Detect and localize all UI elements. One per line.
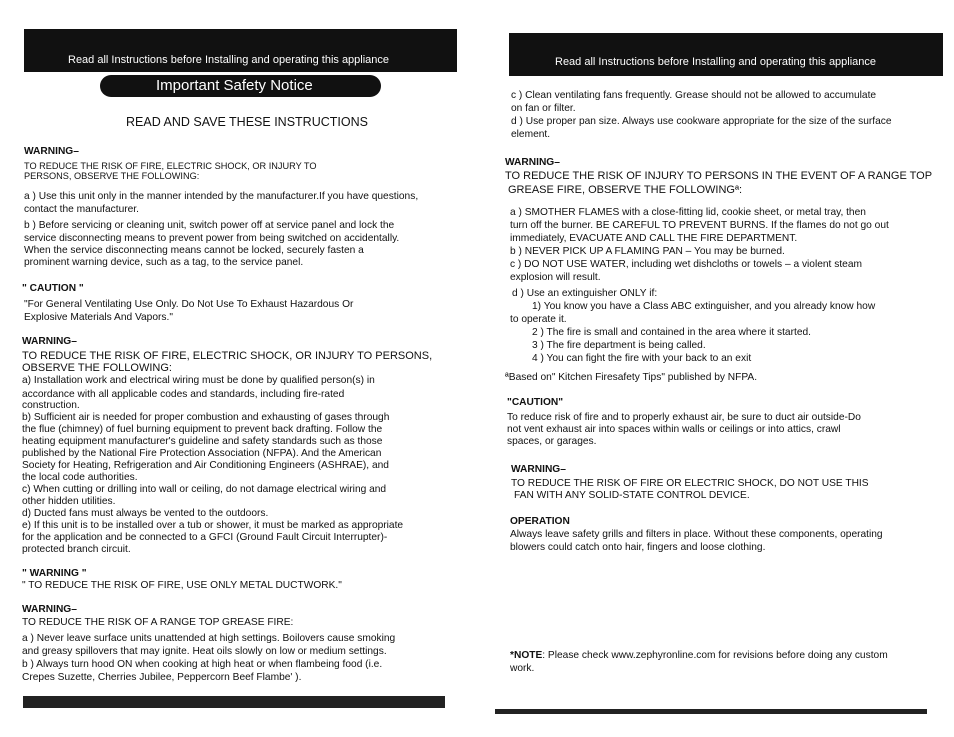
warning-2-line: published by the National Fire Protection Association (NFPA). And the American xyxy=(22,448,382,459)
extinguisher-condition: to operate it. xyxy=(510,314,567,325)
warning-2-line: a) Installation work and electrical wiring must be done by qualified person(s) in xyxy=(22,375,375,386)
caution-line: "For General Ventilating Use Only. Do Not Use To Exhaust Hazardous Or xyxy=(24,299,354,310)
warning-1-line: PERSONS, OBSERVE THE FOLLOWING: xyxy=(24,171,200,181)
warning-5-line: GREASE FIRE, OBSERVE THE FOLLOWINGª: xyxy=(508,184,743,196)
warning-2-line: accordance with all applicable codes and standards, including fire-rated xyxy=(22,389,345,400)
extinguisher-condition: 1) You know you have a Class ABC extinguisher, and you already know how xyxy=(532,301,876,312)
warning-3-line: " TO REDUCE THE RISK OF FIRE, USE ONLY METAL DUCTWORK." xyxy=(22,580,342,591)
fire-item-c-line: explosion will result. xyxy=(510,272,601,283)
safety-notice-badge xyxy=(100,75,381,97)
warning-4-line: b ) Always turn hood ON when cooking at high heat or when flambeing food (i.e. xyxy=(22,659,383,670)
warning-5-heading: WARNING– xyxy=(505,157,560,168)
item-c-line: on fan or filter. xyxy=(511,103,576,114)
caution-2-heading: "CAUTION" xyxy=(507,397,564,408)
warning-2-line: e) If this unit is to be installed over a tub or shower, it must be marked as appropriate xyxy=(22,520,404,531)
warning-2-line: Society for Heating, Refrigeration and Air Conditioning Engineers (ASHRAE), and xyxy=(22,460,389,471)
item-b-line: prominent warning device, such as a tag, to the service panel. xyxy=(24,257,304,268)
item-c-line: c ) Clean ventilating fans frequently. Grease should not be allowed to accumulate xyxy=(511,90,877,101)
warning-2-line: other hidden utilities. xyxy=(22,496,116,507)
operation-line: Always leave safety grills and filters in place. Without these components, operating xyxy=(510,529,883,540)
left-footer-bar xyxy=(23,696,445,708)
extinguisher-condition: 4 ) You can fight the fire with your back to an exit xyxy=(532,353,752,364)
warning-6-heading: WARNING– xyxy=(511,464,566,475)
fire-item-d-line: d ) Use an extinguisher ONLY if: xyxy=(512,288,658,299)
note-label: *NOTE xyxy=(510,650,543,661)
warning-2-line: d) Ducted fans must always be vented to the outdoors. xyxy=(22,508,269,519)
warning-4-line: Crepes Suzette, Cherries Jubilee, Peppercorn Beef Flambe' ). xyxy=(22,672,302,683)
caution-line: Explosive Materials And Vapors." xyxy=(24,312,173,323)
warning-2-heading: WARNING– xyxy=(22,336,77,347)
item-b-line: service disconnecting means to prevent power from being switched on accidentally. xyxy=(24,233,400,244)
warning-6-line: FAN WITH ANY SOLID-STATE CONTROL DEVICE. xyxy=(514,490,750,501)
caution-2-line: not vent exhaust air into spaces within walls or ceilings or into attics, crawl xyxy=(507,424,841,435)
left-header-bar xyxy=(24,29,457,72)
warning-2-line: heating equipment manufacturer's guideline and safety standards such as those xyxy=(22,436,383,447)
item-a-line: a ) Use this unit only in the manner intended by the manufacturer.If you have questions, xyxy=(24,191,419,202)
extinguisher-condition: 3 ) The fire department is being called. xyxy=(532,340,706,351)
item-d-line: element. xyxy=(511,129,551,140)
warning-6-line: TO REDUCE THE RISK OF FIRE OR ELECTRIC SHOCK, DO NOT USE THIS xyxy=(511,478,869,489)
warning-2-line: the local code authorities. xyxy=(22,472,138,483)
right-header-bar xyxy=(509,33,943,76)
item-d-line: d ) Use proper pan size. Always use cookware appropriate for the size of the surface xyxy=(511,116,892,127)
safety-notice-title: Important Safety Notice xyxy=(156,77,313,94)
right-footer-bar xyxy=(495,709,927,714)
warning-2-line: OBSERVE THE FOLLOWING: xyxy=(22,362,172,374)
fire-item-c-line: c ) DO NOT USE WATER, including wet dishcloths or towels – a violent steam xyxy=(510,259,862,270)
read-save-heading: READ AND SAVE THESE INSTRUCTIONS xyxy=(126,115,368,129)
warning-2-line: protected branch circuit. xyxy=(22,544,131,555)
warning-2-line: c) When cutting or drilling into wall or ceiling, do not damage electrical wiring and xyxy=(22,484,387,495)
warning-2-line: TO REDUCE THE RISK OF FIRE, ELECTRIC SHOCK, OR INJURY TO PERSONS, xyxy=(22,350,433,362)
fire-item-b-line: b ) NEVER PICK UP A FLAMING PAN – You may be burned. xyxy=(510,246,785,257)
fire-item-a-line: a ) SMOTHER FLAMES with a close-fitting lid, cookie sheet, or metal tray, then xyxy=(510,207,866,218)
warning-2-line: for the application and be connected to a GFCI (Ground Fault Circuit Interrupter)- xyxy=(22,532,388,543)
caution-heading: " CAUTION " xyxy=(22,283,84,294)
caution-2-line: spaces, or garages. xyxy=(507,436,597,447)
fire-item-a-line: immediately, EVACUATE AND CALL THE FIRE DEPARTMENT. xyxy=(510,233,798,244)
caution-2-line: To reduce risk of fire and to properly exhaust air, be sure to duct air outside-Do xyxy=(507,412,861,423)
warning-1-line: TO REDUCE THE RISK OF FIRE, ELECTRIC SHOCK, OR INJURY TO xyxy=(24,161,317,171)
fire-item-a-line: turn off the burner. BE CAREFUL TO PREVENT BURNS. If the flames do not go out xyxy=(510,220,889,231)
item-b-line: b ) Before servicing or cleaning unit, switch power off at service panel and lock the xyxy=(24,220,395,231)
warning-5-line: TO REDUCE THE RISK OF INJURY TO PERSONS IN THE EVENT OF A RANGE TOP xyxy=(505,170,933,182)
operation-line: blowers could catch onto hair, fingers and loose clothing. xyxy=(510,542,766,553)
note-line: work. xyxy=(510,663,535,674)
left-header-text: Read all Instructions before Installing and operating this appliance xyxy=(68,54,390,66)
item-a-line: contact the manufacturer. xyxy=(24,204,139,215)
note-line xyxy=(510,650,888,663)
warning-4-line: and greasy spillovers that may ignite. Heat oils slowly on low or medium settings. xyxy=(22,646,387,657)
warning-2-line: b) Sufficient air is needed for proper combustion and exhausting of gases through xyxy=(22,412,390,423)
warning-3-heading: " WARNING " xyxy=(22,568,87,579)
extinguisher-condition: 2 ) The fire is small and contained in the area where it started. xyxy=(532,327,811,338)
item-b-line: When the service disconnecting means cannot be locked, securely fasten a xyxy=(24,245,364,256)
warning-4-line: a ) Never leave surface units unattended at high settings. Boilovers cause smoking xyxy=(22,633,396,644)
right-header-text: Read all Instructions before Installing and operating this appliance xyxy=(555,56,877,68)
nfpa-footnote: ªBased on" Kitchen Firesafety Tips" published by NFPA. xyxy=(505,372,758,383)
warning-4-line: TO REDUCE THE RISK OF A RANGE TOP GREASE FIRE: xyxy=(22,617,294,628)
warning-4-heading: WARNING– xyxy=(22,604,77,615)
warning-2-line: the flue (chimney) of fuel burning equipment to prevent back drafting. Follow the xyxy=(22,424,383,435)
warning-2-line: construction. xyxy=(22,400,80,411)
warning-1-heading: WARNING– xyxy=(24,146,79,157)
operation-heading: OPERATION xyxy=(510,516,570,527)
note-text: : Please check www.zephyronline.com for revisions before doing any custom xyxy=(542,650,888,661)
